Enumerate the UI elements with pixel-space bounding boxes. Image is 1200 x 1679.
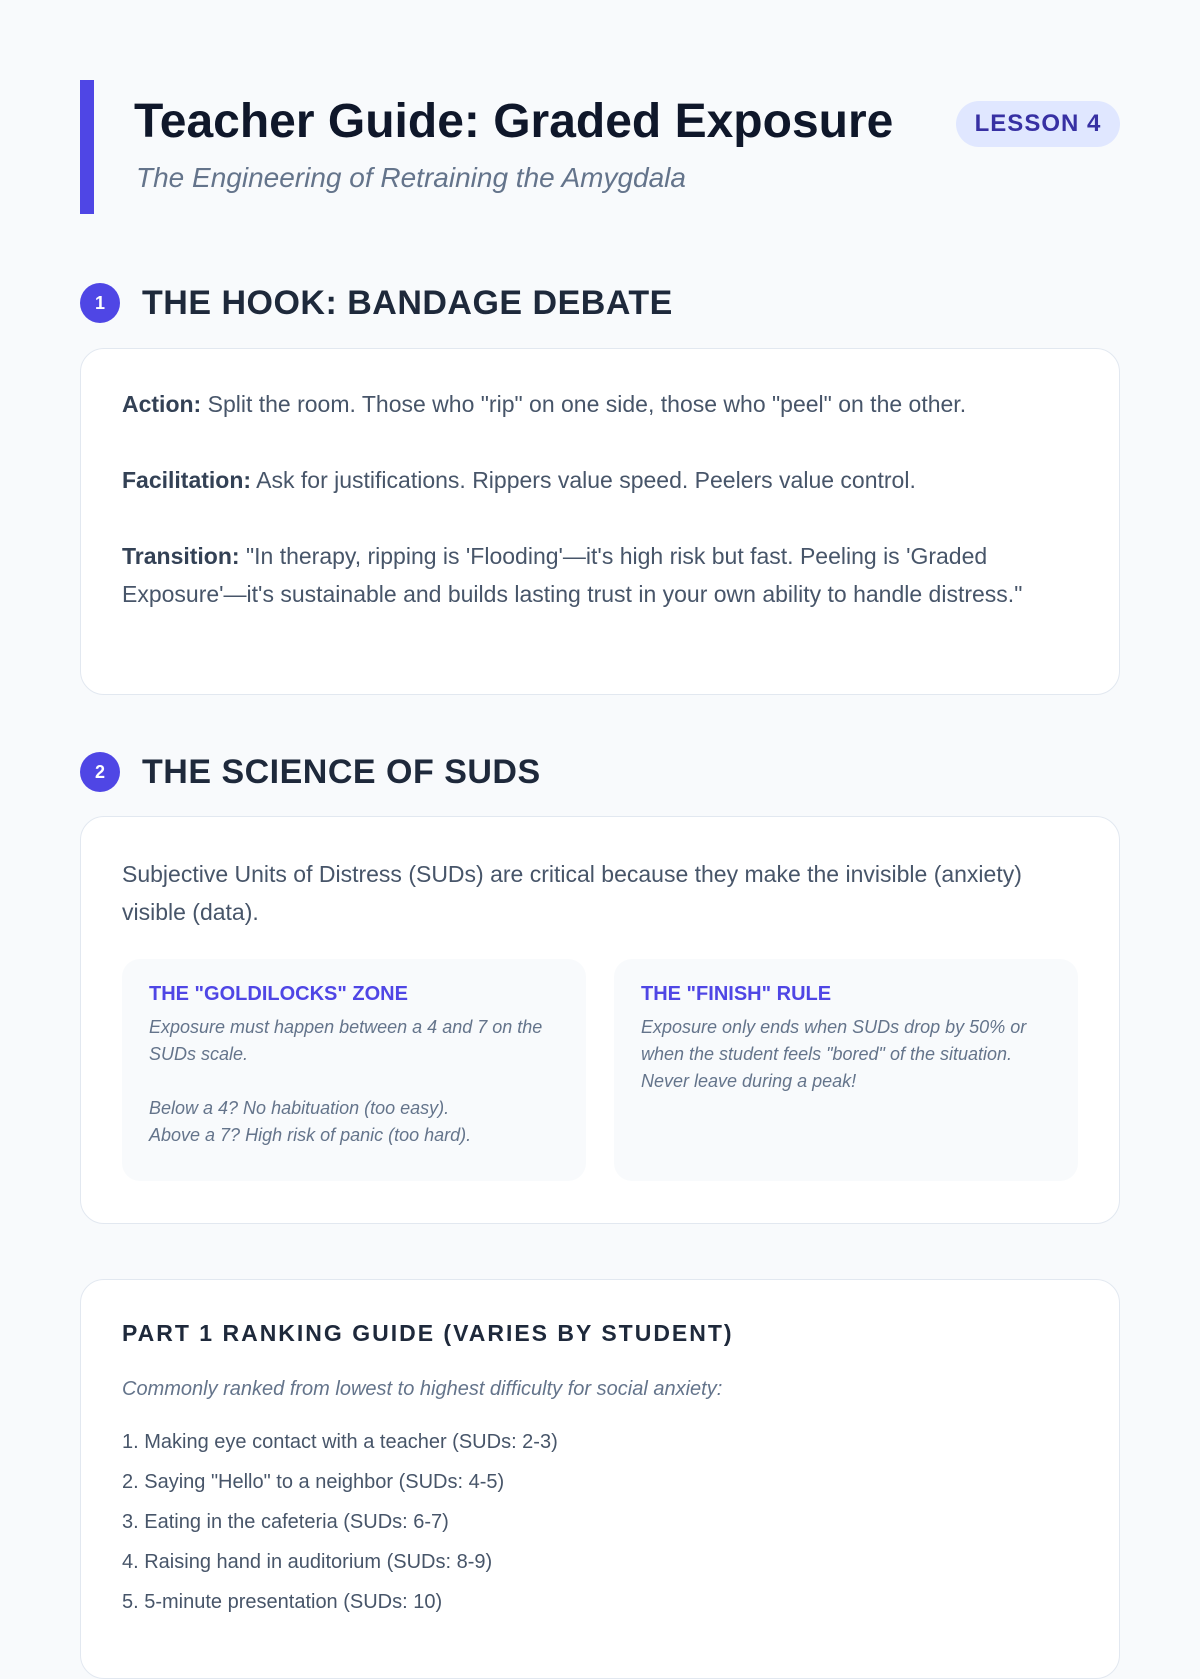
hook-body bbox=[122, 385, 1082, 613]
transition-text: "In therapy, ripping is 'Flooding'—it's high risk but fast. Peeling is 'Graded Exposure'—it's sustainable and builds lasting trust in your own ability to handle distress." bbox=[122, 543, 1023, 607]
goldilocks-box bbox=[122, 959, 586, 1181]
hook-card bbox=[80, 348, 1120, 695]
finish-rule-box bbox=[614, 959, 1078, 1181]
list-item: 2. Saying "Hello" to a neighbor (SUDs: 4-5) bbox=[122, 1471, 505, 1493]
finish-rule-title: THE "FINISH" RULE bbox=[641, 983, 832, 1005]
list-item: 4. Raising hand in auditorium (SUDs: 8-9) bbox=[122, 1551, 493, 1573]
ranking-list bbox=[122, 1430, 558, 1630]
page-subtitle: The Engineering of Retraining the Amygdala bbox=[136, 162, 686, 193]
goldilocks-line: Above a 7? High risk of panic (too hard). bbox=[149, 1125, 472, 1145]
page-header bbox=[80, 80, 1120, 214]
accent-bar bbox=[80, 80, 94, 214]
list-item: 1. Making eye contact with a teacher (SUDs: 2-3) bbox=[122, 1431, 558, 1453]
transition-label: Transition: bbox=[122, 543, 240, 569]
ranking-intro: Commonly ranked from lowest to highest difficulty for social anxiety: bbox=[122, 1378, 723, 1400]
ranking-title: PART 1 RANKING GUIDE (VARIES BY STUDENT) bbox=[122, 1320, 734, 1346]
section-number-badge: 2 bbox=[80, 752, 120, 792]
suds-card bbox=[80, 816, 1120, 1224]
action-label: Action: bbox=[122, 391, 202, 417]
facilitation-label: Facilitation: bbox=[122, 467, 252, 493]
section-title: THE SCIENCE OF SUDS bbox=[142, 753, 541, 791]
action-paragraph bbox=[122, 385, 1082, 423]
goldilocks-title: THE "GOLDILOCKS" ZONE bbox=[149, 983, 408, 1005]
lesson-badge: LESSON 4 bbox=[956, 101, 1120, 147]
action-text: Split the room. Those who "rip" on one side, those who "peel" on the other. bbox=[201, 391, 967, 417]
goldilocks-line: Exposure must happen between a 4 and 7 on the SUDs scale. bbox=[149, 1017, 543, 1064]
section-number-badge: 1 bbox=[80, 283, 120, 323]
goldilocks-line: Below a 4? No habituation (too easy). bbox=[149, 1098, 450, 1118]
list-item: 5. 5-minute presentation (SUDs: 10) bbox=[122, 1591, 443, 1613]
goldilocks-text bbox=[149, 1014, 559, 1149]
section-title: THE HOOK: BANDAGE DEBATE bbox=[142, 284, 673, 322]
page-title: Teacher Guide: Graded Exposure bbox=[134, 95, 894, 148]
facilitation-text: Ask for justifications. Rippers value speed. Peelers value control. bbox=[251, 467, 916, 493]
facilitation-paragraph bbox=[122, 461, 1082, 499]
list-item: 3. Eating in the cafeteria (SUDs: 6-7) bbox=[122, 1511, 449, 1533]
ranking-card bbox=[80, 1279, 1120, 1679]
suds-intro: Subjective Units of Distress (SUDs) are critical because they make the invisible (anxiety) visible (data). bbox=[122, 861, 1022, 925]
transition-paragraph bbox=[122, 537, 1082, 613]
finish-rule-text: Exposure only ends when SUDs drop by 50% or when the student feels "bored" of the situation. Never leave during a peak! bbox=[641, 1017, 1027, 1091]
